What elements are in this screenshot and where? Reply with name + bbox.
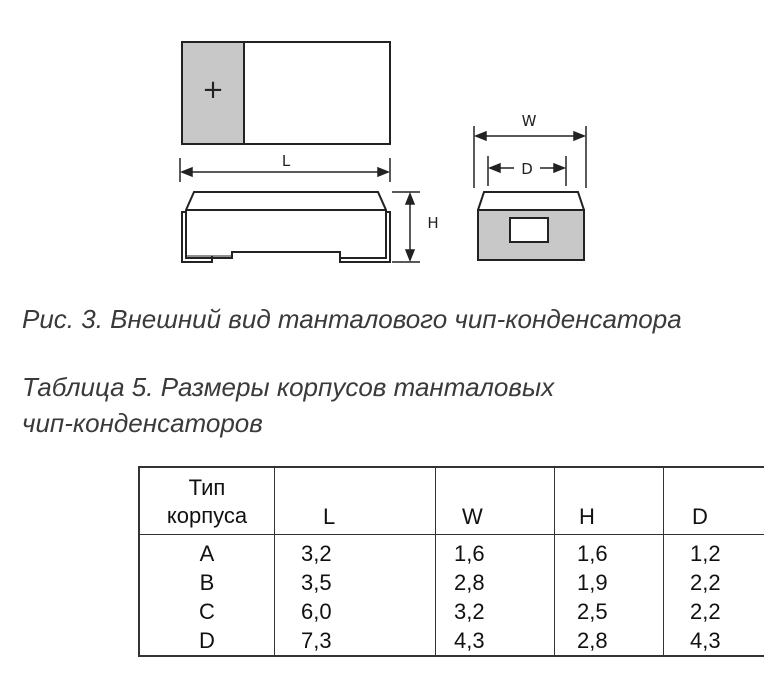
dimension-h [392, 192, 420, 262]
cell-l: 3,2 [275, 535, 436, 569]
table-row [139, 597, 764, 626]
end-view [478, 192, 584, 260]
cell-d: 2,2 [664, 597, 764, 626]
capacitor-drawing [0, 0, 764, 290]
dimension-w-label: W [521, 112, 537, 130]
table-title: Таблица 5. Размеры корпусов танталовых [22, 372, 555, 402]
cell-l: 7,3 [275, 626, 436, 656]
cell-case: D [139, 626, 275, 656]
cell-w: 2,8 [436, 568, 555, 597]
plus-sign: + [202, 75, 224, 105]
table-row [139, 626, 764, 656]
table-row [139, 535, 764, 569]
cell-w: 3,2 [436, 597, 555, 626]
cell-l: 6,0 [275, 597, 436, 626]
header-case-type-line2: корпуса [166, 503, 248, 528]
cell-d: 2,2 [664, 568, 764, 597]
cell-case: A [139, 535, 275, 569]
dimension-h-label: H [427, 214, 439, 232]
header-l: L [275, 467, 436, 535]
cell-l: 3,5 [275, 568, 436, 597]
side-view [182, 192, 390, 262]
table-row [139, 568, 764, 597]
header-case-type [139, 467, 275, 535]
top-view [182, 42, 390, 144]
cell-h: 2,5 [555, 597, 664, 626]
dimensions-table [138, 466, 764, 657]
cell-case: C [139, 597, 275, 626]
figure-caption: Рис. 3. Внешний вид танталового чип-конденсатора [22, 304, 682, 334]
cell-h: 1,9 [555, 568, 664, 597]
cell-w: 1,6 [436, 535, 555, 569]
header-h: H [555, 467, 664, 535]
header-case-type-line1: Тип [188, 475, 226, 500]
table-header-row [139, 467, 764, 535]
cell-d: 1,2 [664, 535, 764, 569]
header-d: D [664, 467, 764, 535]
table-title-continued: чип-конденсаторов [22, 408, 263, 438]
cell-h: 2,8 [555, 626, 664, 656]
header-w: W [436, 467, 555, 535]
cell-d: 4,3 [664, 626, 764, 656]
cell-case: B [139, 568, 275, 597]
cell-w: 4,3 [436, 626, 555, 656]
dimension-l-label: L [281, 152, 291, 170]
dimension-d-label: D [521, 160, 533, 178]
cell-h: 1,6 [555, 535, 664, 569]
